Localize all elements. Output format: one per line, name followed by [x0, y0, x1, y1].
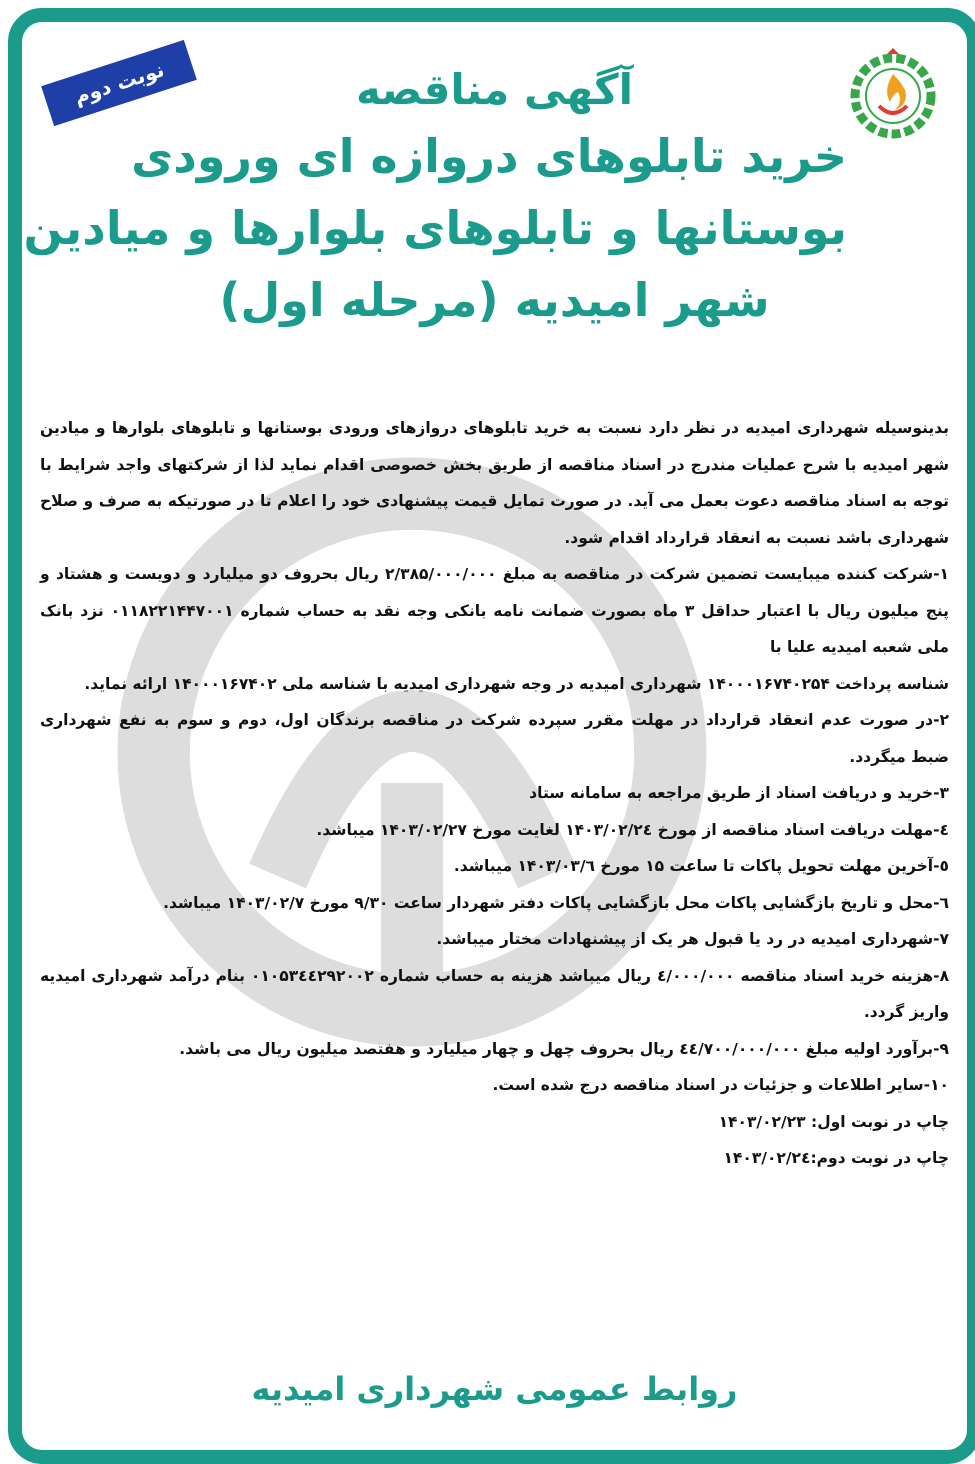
municipality-logo-icon: [843, 46, 943, 146]
list-item: ۲-در صورت عدم انعقاد قرارداد در مهلت مقرر سپرده شرکت در مناقصه برندگان اول، دوم و سوم به نفع شهرداری ضبط میگردد.: [40, 711, 949, 766]
notice-body: [40, 410, 949, 1177]
intro-paragraph: بدینوسیله شهرداری امیدیه در نظر دارد نسبت به خرید تابلوهای دروازهای ورودی بوستانها و تابلوهای بلوارها و میادین شهر امیدیه با شرح عملیات مندرج در اسناد مناقصه از طریق بخش خصوصی اقدام نماید لذا از شرکتهای واجد شرایط با توجه به اسناد مناقصه دعوت بعمل می آید. در صورت تمایل قیمت پیشنهادی خود را اعلام تا در صورتیکه به صرف و صلاح شهرداری باشد نسبت به انعقاد قرارداد اقدام شود.: [40, 419, 949, 547]
list-item: ۷-شهرداری امیدیه در رد یا قبول هر یک از پیشنهادات مختار میباشد.: [436, 930, 949, 948]
list-item: ٦-محل و تاریخ بازگشایی پاکات محل بازگشایی پاکات دفتر شهردار ساعت ۹/۳۰ مورخ ۱۴۰۳/۰۲/۷ میباشد.: [163, 893, 949, 912]
public-relations-signature: روابط عمومی شهرداری امیدیه: [251, 1370, 738, 1408]
list-item: ۹-برآورد اولیه مبلغ ٤٤/۷۰۰/۰۰۰/۰۰۰ ریال بحروف چهل و چهار میلیارد و هفتصد میلیون ریال می باشد.: [179, 1039, 949, 1058]
conditions-list: [40, 556, 949, 1104]
title-line-4: شهر امیدیه (مرحله اول): [219, 273, 770, 327]
list-item: ٤-مهلت دریافت اسناد مناقصه از مورخ ۱۴۰۳/۰۲/۲٤ لغایت مورخ ۱۴۰۳/۰۲/۲۷ میباشد.: [316, 820, 949, 839]
list-item: ۱۰-سایر اطلاعات و جزئیات در اسناد مناقصه درج شده است.: [492, 1076, 949, 1094]
title-line-1: آگهی مناقصه: [356, 65, 633, 114]
title-line-2: خرید تابلوهای دروازه ای ورودی: [131, 129, 847, 183]
second-publication-badge: نوبت دوم: [41, 40, 197, 126]
title-line-3: بوستانها و تابلوهای بلوارها و میادین: [23, 201, 847, 255]
list-item: ۸-هزینه خرید اسناد مناقصه ٤/۰۰۰/۰۰۰ ریال میباشد هزینه به حساب شماره ۰۱۰۵۳٤٤۲۹۲۰۰۲ بنام درآمد شهرداری امیدیه واریز گردد.: [40, 966, 950, 1021]
list-item: ۱-شرکت کننده میبایست تضمین شرکت در مناقصه به مبلغ ۲/۳۸۵/۰۰۰/۰۰۰ ریال بحروف دو میلیارد و دویست و هشتاد و پنج میلیون ریال با اعتبار حداقل ۳ ماه بصورت ضمانت نامه بانکی وجه نقد به حساب شماره ۰۱۱۸۲۲۱۴۴۷۰۰۱ نزد بانک ملی شعبه امیدیه علیا با: [40, 565, 950, 656]
list-item: شناسه پرداخت ۱۴۰۰۰۱۶۷۴۰۲۵۴ شهرداری امیدیه در وجه شهرداری امیدیه با شناسه ملی ۱۴۰۰۰۱۶۷۴۰۲ ارائه نماید.: [84, 674, 949, 693]
second-print-date: چاپ در نوبت دوم:۱۴۰۳/۰۲/۲٤: [723, 1149, 949, 1167]
list-item: ٥-آخرین مهلت تحویل پاکات تا ساعت ۱۵ مورخ ۱۴۰۳/۰۳/٦ میباشد.: [453, 857, 949, 875]
list-item: ۳-خرید و دریافت اسناد از طریق مراجعه به سامانه ستاد: [529, 784, 949, 802]
first-print-date: چاپ در نوبت اول: ۱۴۰۳/۰۲/۲۳: [718, 1112, 949, 1131]
notice-frame: [8, 8, 975, 1464]
